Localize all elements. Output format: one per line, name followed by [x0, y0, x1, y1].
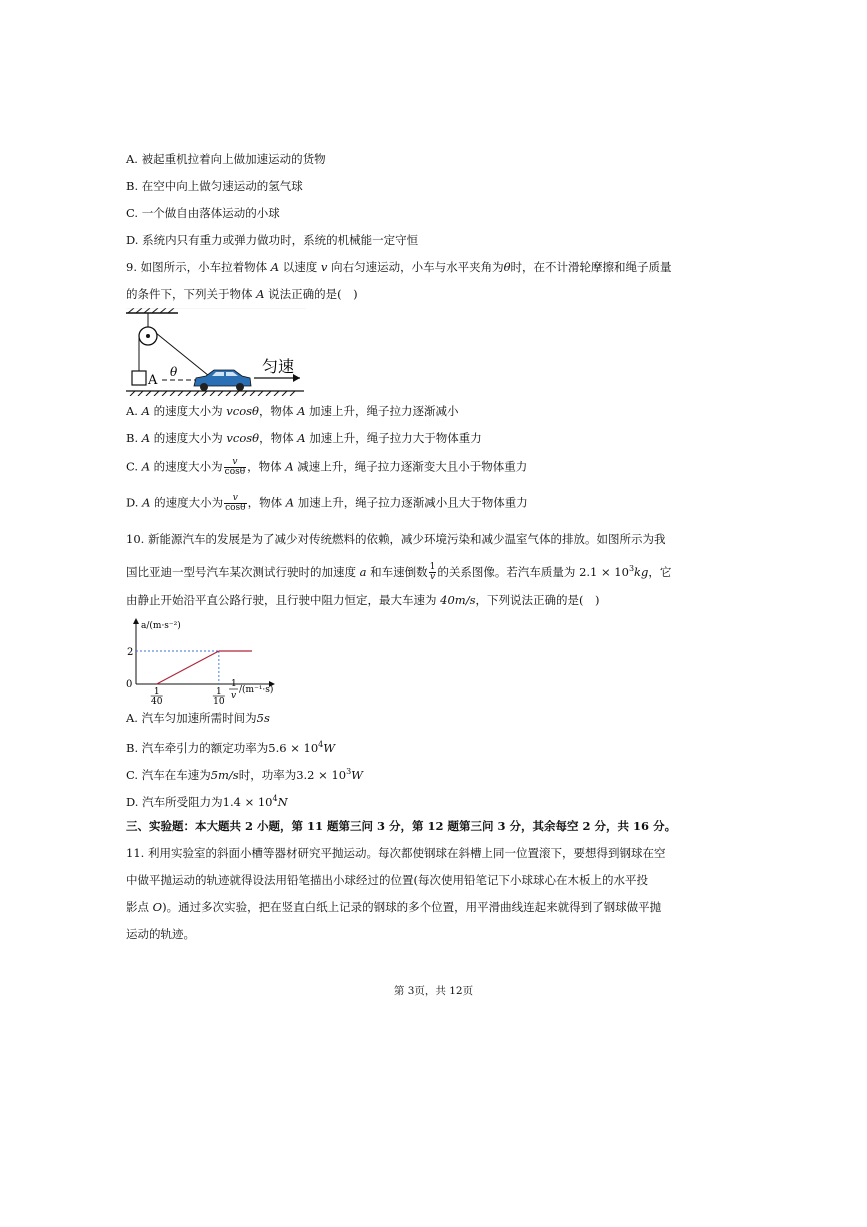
- q9-option-c: C. A 的速度大小为 $\frac{v}{\cos\theta}$ ，物体 A 减速上升，绳子拉力逐渐变大且小于物体重力: [126, 457, 528, 477]
- section-heading: 三、实验题：本大题共 2 小题，第 11 题第三问 3 分，第 12 题第三问 3 分，其余每空 2 分，共 16 分。: [126, 819, 677, 833]
- q10-option-b: B. 汽车牵引力的额定功率为$5.6 \times 10^4W$: [126, 740, 336, 755]
- q10-stem-line2: 国比亚迪一型号汽车某次测试行驶时的加速度 a 和车速倒数 $\frac{1}{v}$ 的关系图像。若汽车质量为 $2.1 \times 10^3kg$，它: [126, 562, 672, 583]
- q9-option-d: D. A 的速度大小为 $\frac{v}{\cos\theta}$ ，物体 A 加速上升，绳子拉力逐渐减小且大于物体重力: [126, 493, 528, 513]
- q9-option-b: B. A 的速度大小为 vcosθ，物体 A 加速上升，绳子拉力大于物体重力: [126, 431, 482, 445]
- q10-option-d: D. 汽车所受阻力为$1.4 \times 10^4N$: [126, 794, 288, 809]
- svg-text:/(m⁻¹·s): /(m⁻¹·s): [239, 685, 274, 695]
- fraction: $\frac{v}{\cos\theta}$: [224, 457, 246, 477]
- origin-label: 0: [126, 679, 133, 690]
- q9-stem-line2: 的条件下，下列关于物体 A 说法正确的是( ): [126, 287, 358, 301]
- q11-line1: 11. 利用实验室的斜面小槽等器材研究平抛运动。每次都使钢球在斜槽上同一位置滚下，要想得到钢球在空: [126, 846, 666, 860]
- q10-stem-line3: 由静止开始沿平直公路行驶，且行驶中阻力恒定，最大车速为 40m/s，下列说法正确的是( ): [126, 593, 600, 607]
- fraction: $\frac{1}{v}$: [429, 562, 436, 583]
- q10-stem-line1: 10. 新能源汽车的发展是为了减少对传统燃料的依赖，减少环境污染和减少温室气体的排放。如图所示为我: [126, 532, 666, 546]
- series-segment: [157, 651, 219, 684]
- y-tick-label: 2: [127, 647, 134, 658]
- q11-line2: 中做平抛运动的轨迹就得设法用铅笔描出小球经过的位置(每次使用铅笔记下小球球心在木板上的水平投: [126, 873, 648, 887]
- block-a: [132, 371, 146, 385]
- x-tick-denominator: 10: [213, 697, 225, 704]
- q11-line4: 运动的轨迹。: [126, 927, 195, 941]
- svg-text:v: v: [231, 691, 237, 701]
- x-tick-denominator: 40: [150, 697, 163, 704]
- x-axis-title: [229, 679, 273, 701]
- car-icon: [194, 370, 251, 391]
- q8-option-d: D. 系统内只有重力或弹力做功时，系统的机械能一定守恒: [126, 233, 419, 247]
- q9-option-a: A. A 的速度大小为 vcosθ，物体 A 加速上升，绳子拉力逐渐减小: [126, 404, 459, 418]
- q8-option-c: C. 一个做自由落体运动的小球: [126, 206, 280, 220]
- q10-option-a: A. 汽车匀加速所需时间为5s: [126, 711, 270, 725]
- q8-option-a: A. 被起重机拉着向上做加速运动的货物: [126, 152, 326, 166]
- q10-option-c: C. 汽车在车速为5m/s时，功率为$3.2 \times 10^3W$: [126, 767, 363, 782]
- y-axis-label: a/(m·s⁻²): [141, 621, 181, 631]
- fraction: $\frac{v}{\cos\theta}$: [225, 493, 246, 513]
- q10-a-vs-inverse-v-chart: [126, 616, 286, 704]
- svg-text:1: 1: [231, 679, 237, 689]
- label-motion: 匀速: [262, 357, 295, 376]
- label-a: A: [148, 373, 158, 388]
- page-footer: 第 3页，共 12页: [393, 985, 474, 997]
- q9-pulley-figure: [126, 308, 306, 396]
- q11-line3: 影点 O)。通过多次实验，把在竖直白纸上记录的钢球的多个位置，用平滑曲线连起来就得到了钢球做平抛: [126, 900, 662, 914]
- q8-option-b: B. 在空中向上做匀速运动的氢气球: [126, 179, 303, 193]
- q9-stem-line1: 9. 如图所示，小车拉着物体 A 以速度 v 向右匀速运动，小车与水平夹角为θ时，在不计滑轮摩擦和绳子质量: [126, 260, 672, 274]
- x-tick-numerator: 1: [153, 687, 160, 697]
- x-tick-numerator: 1: [215, 687, 222, 697]
- label-theta: θ: [170, 365, 178, 379]
